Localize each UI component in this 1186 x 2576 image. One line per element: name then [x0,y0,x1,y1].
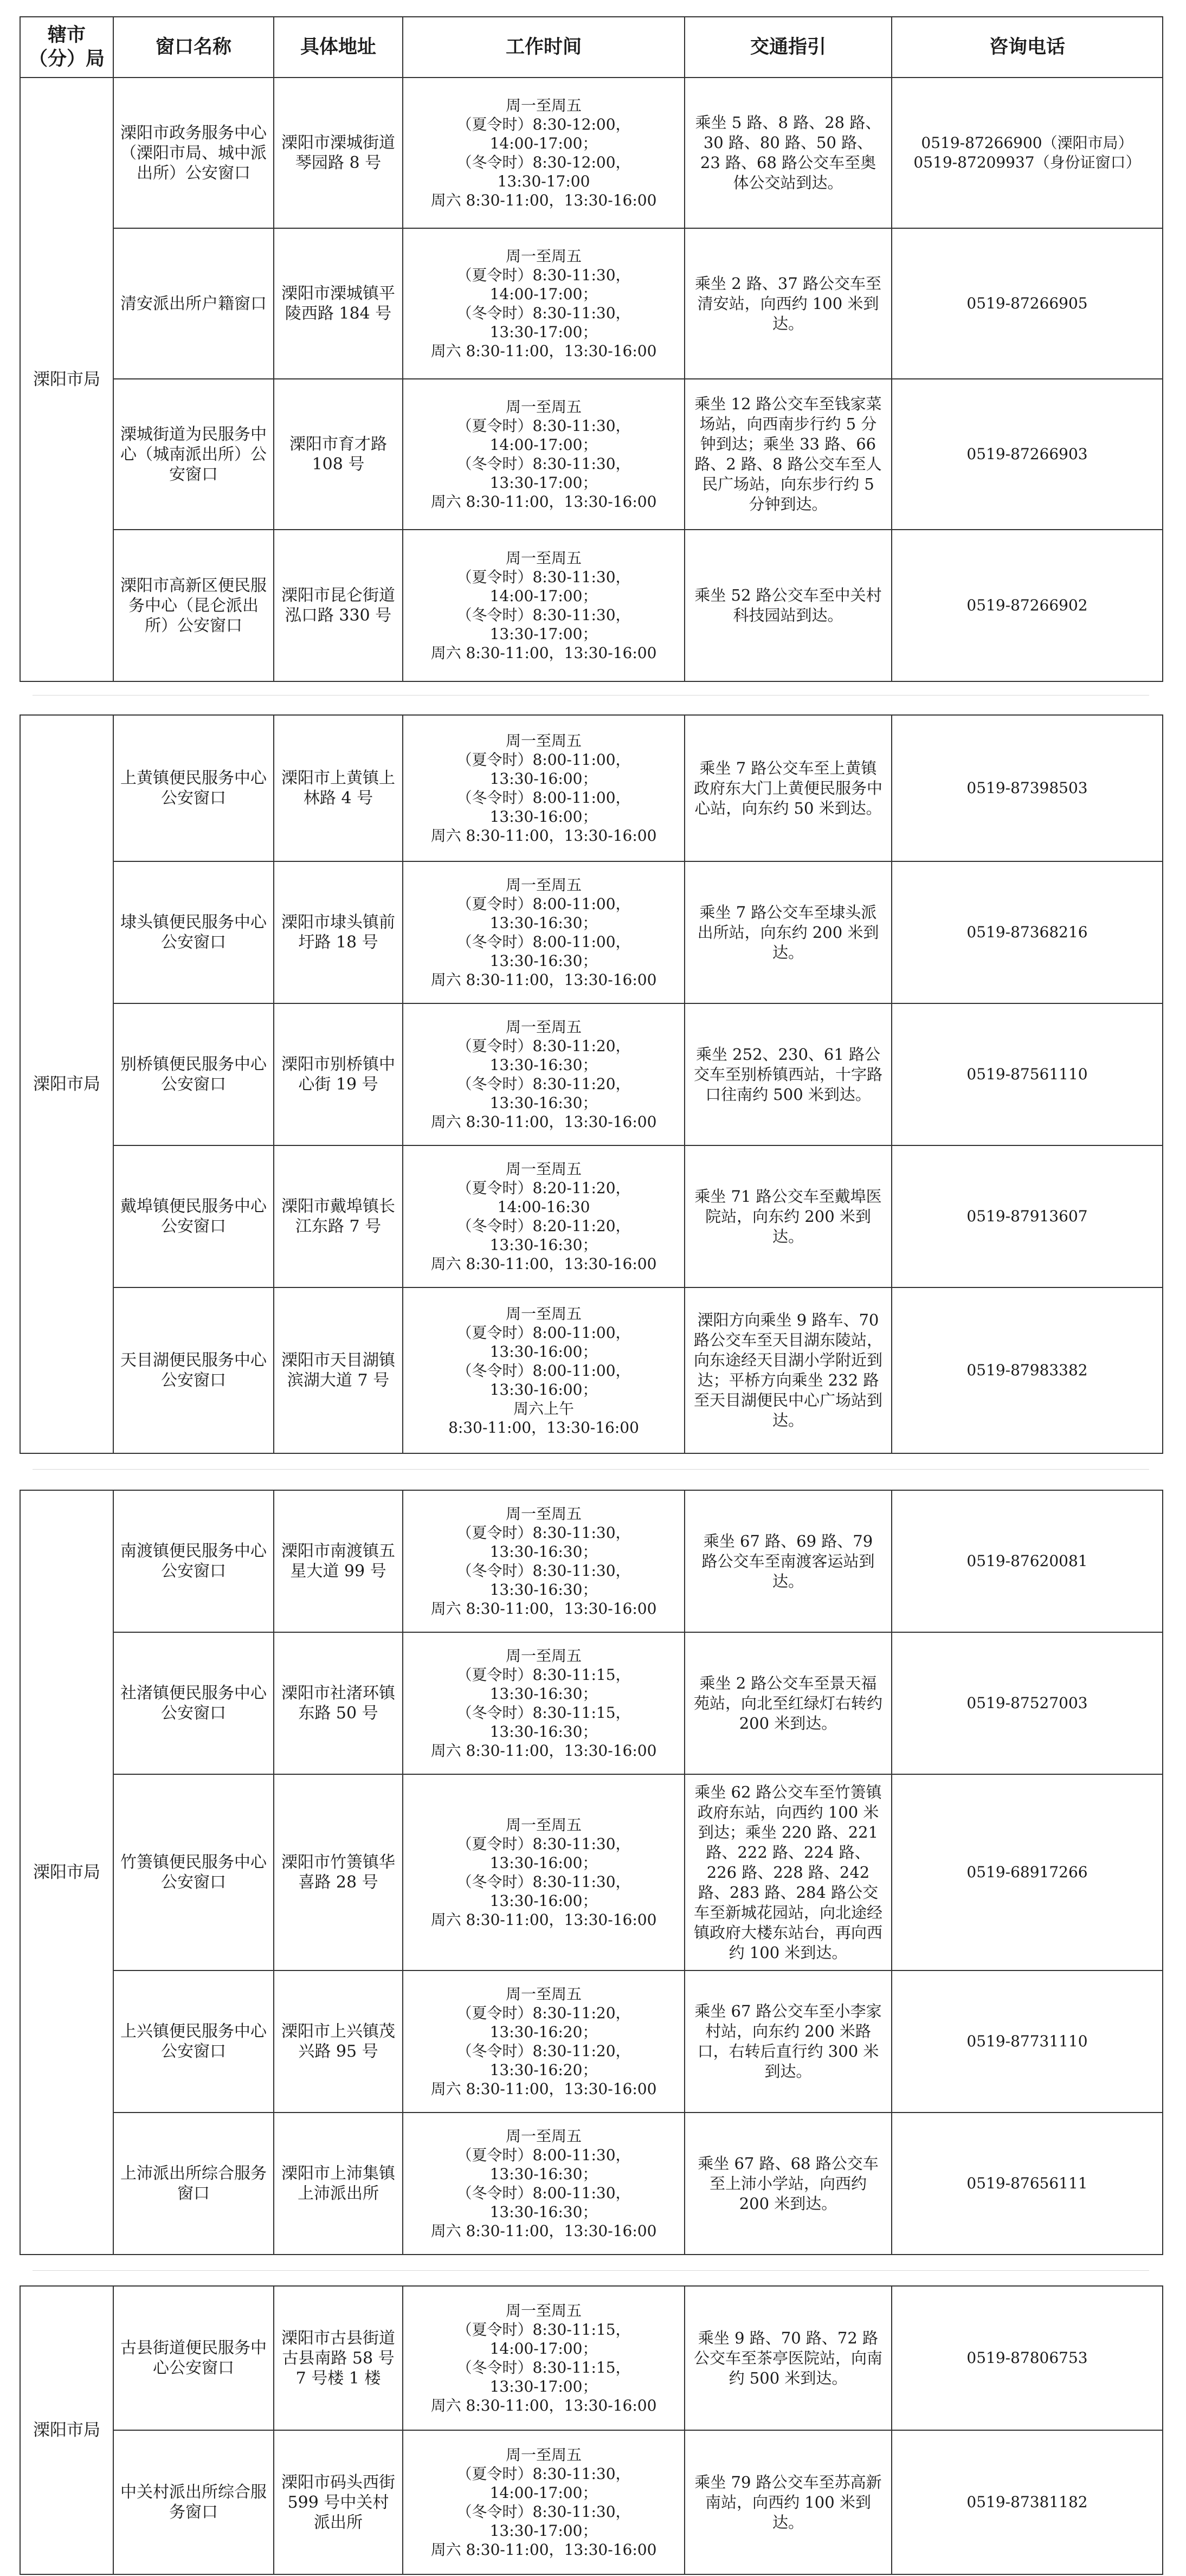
table-row [20,228,1163,379]
transit-cell: 乘坐 67 路公交车至小李家村站，向东约 200 米路口，右转后直行约 300 米到达。 [685,1970,892,2113]
transit-cell: 乘坐 12 路公交车至钱家菜场站，向西南步行约 5 分钟到达；乘坐 33 路、66 路、2 路、8 路公交车至人民广场站，向东步行约 5 分钟到达。 [685,379,892,530]
table-row [20,2113,1163,2255]
phone-cell: 0519-87266900（溧阳市局） 0519-87209937（身份证窗口） [892,78,1163,228]
phone-cell: 0519-87983382 [892,1287,1163,1453]
hours-cell: 周一至周五 （夏令时）8:00-11:00， 13:30-16:00； （冬令时）8:00-11:00， 13:30-16:00； 周六 8:30-11:00，13:30-16:00 [403,715,685,861]
address-cell: 溧阳市溧城镇平陵西路 184 号 [274,228,403,379]
table-row [20,715,1163,861]
district-cell: 溧阳市局 [20,1490,113,2255]
phone-cell: 0519-87266905 [892,228,1163,379]
hours-cell: 周一至周五 （夏令时）8:00-11:00， 13:30-16:30； （冬令时）8:00-11:00， 13:30-16:30； 周六 8:30-11:00，13:30-16:00 [403,861,685,1003]
service-window-table-4 [20,2285,1163,2575]
transit-cell: 乘坐 67 路、69 路、79 路公交车至南渡客运站到达。 [685,1490,892,1632]
transit-cell: 乘坐 62 路公交车至竹箦镇政府东站，向西约 100 米到达；乘坐 220 路、221 路、222 路、224 路、226 路、228 路、242 路、283 路、284 路公交车至新城花园站，向北途经镇政府大楼东站台，再向西约 100 米到达。 [685,1774,892,1970]
phone-cell: 0519-87398503 [892,715,1163,861]
window-name-cell: 清安派出所户籍窗口 [113,228,274,379]
phone-cell: 0519-87561110 [892,1003,1163,1145]
header-transit: 交通指引 [685,17,892,78]
table-row [20,379,1163,530]
window-name-cell: 古县街道便民服务中心公安窗口 [113,2286,274,2430]
phone-cell: 0519-87527003 [892,1632,1163,1774]
page-divider [33,2270,1149,2271]
table-row [20,1003,1163,1145]
table-row [20,530,1163,681]
address-cell: 溧阳市戴埠镇长江东路 7 号 [274,1145,403,1287]
table-segment-3 [20,1490,1162,2254]
transit-cell: 乘坐 79 路公交车至苏高新南站，向西约 100 米到达。 [685,2430,892,2574]
address-cell: 溧阳市别桥镇中心街 19 号 [274,1003,403,1145]
table-row [20,78,1163,228]
table-segment-2 [20,714,1162,1453]
address-cell: 溧阳市社渚环镇东路 50 号 [274,1632,403,1774]
hours-cell: 周一至周五 （夏令时）8:30-11:30， 14:00-17:00； （冬令时）8:30-11:30， 13:30-17:00； 周六 8:30-11:00，13:30-16:00 [403,379,685,530]
window-name-cell: 竹箦镇便民服务中心公安窗口 [113,1774,274,1970]
district-cell: 溧阳市局 [20,78,113,681]
transit-cell: 乘坐 2 路、37 路公交车至清安站，向西约 100 米到达。 [685,228,892,379]
window-name-cell: 埭头镇便民服务中心公安窗口 [113,861,274,1003]
window-name-cell: 上兴镇便民服务中心公安窗口 [113,1970,274,2113]
header-district: 辖市 （分）局 [20,17,113,78]
district-cell: 溧阳市局 [20,2286,113,2574]
hours-cell: 周一至周五 （夏令时）8:30-11:20， 13:30-16:30； （冬令时）8:30-11:20， 13:30-16:30； 周六 8:30-11:00，13:30-16:00 [403,1003,685,1145]
hours-cell: 周一至周五 （夏令时）8:30-11:30， 13:30-16:00； （冬令时）8:30-11:30， 13:30-16:00； 周六 8:30-11:00，13:30-16:00 [403,1774,685,1970]
hours-cell: 周一至周五 （夏令时）8:30-11:30， 14:00-17:00； （冬令时）8:30-11:30， 13:30-17:00； 周六 8:30-11:00，13:30-16:00 [403,2430,685,2574]
address-cell: 溧阳市昆仑街道泓口路 330 号 [274,530,403,681]
window-name-cell: 中关村派出所综合服务窗口 [113,2430,274,2574]
table-row [20,1490,1163,1632]
address-cell: 溧阳市育才路 108 号 [274,379,403,530]
phone-cell: 0519-87381182 [892,2430,1163,2574]
window-name-cell: 南渡镇便民服务中心公安窗口 [113,1490,274,1632]
window-name-cell: 溧阳市政务服务中心（溧阳市局、城中派出所）公安窗口 [113,78,274,228]
transit-cell: 乘坐 2 路公交车至景天福苑站，向北至红绿灯右转约 200 米到达。 [685,1632,892,1774]
address-cell: 溧阳市埭头镇前圩路 18 号 [274,861,403,1003]
transit-cell: 乘坐 71 路公交车至戴埠医院站，向东约 200 米到达。 [685,1145,892,1287]
address-cell: 溧阳市溧城街道琴园路 8 号 [274,78,403,228]
table-row [20,1287,1163,1453]
address-cell: 溧阳市竹箦镇华喜路 28 号 [274,1774,403,1970]
window-name-cell: 溧阳市高新区便民服务中心（昆仑派出所）公安窗口 [113,530,274,681]
transit-cell: 乘坐 9 路、70 路、72 路公交车至茶亭医院站，向南约 500 米到达。 [685,2286,892,2430]
window-name-cell: 戴埠镇便民服务中心公安窗口 [113,1145,274,1287]
hours-cell: 周一至周五 （夏令时）8:30-11:30， 13:30-16:30； （冬令时）8:30-11:30， 13:30-16:30； 周六 8:30-11:00，13:30-16:00 [403,1490,685,1632]
table-row [20,861,1163,1003]
phone-cell: 0519-87266903 [892,379,1163,530]
header-row [20,17,1163,78]
address-cell: 溧阳市上兴镇茂兴路 95 号 [274,1970,403,2113]
table-row [20,1145,1163,1287]
hours-cell: 周一至周五 （夏令时）8:30-11:30， 14:00-17:00； （冬令时）8:30-11:30， 13:30-17:00； 周六 8:30-11:00，13:30-16:00 [403,530,685,681]
table-row [20,2430,1163,2574]
service-window-table-1 [20,16,1163,682]
phone-cell: 0519-87266902 [892,530,1163,681]
hours-cell: 周一至周五 （夏令时）8:30-12:00， 14:00-17:00； （冬令时）8:30-12:00， 13:30-17:00 周六 8:30-11:00，13:30-16:00 [403,78,685,228]
table-row [20,2286,1163,2430]
address-cell: 溧阳市上沛集镇上沛派出所 [274,2113,403,2255]
phone-cell: 0519-87731110 [892,1970,1163,2113]
header-hours: 工作时间 [403,17,685,78]
hours-cell: 周一至周五 （夏令时）8:30-11:30， 14:00-17:00； （冬令时）8:30-11:30， 13:30-17:00； 周六 8:30-11:00，13:30-16:00 [403,228,685,379]
service-window-table-2 [20,714,1163,1454]
table-segment-4 [20,2285,1162,2574]
header-address: 具体地址 [274,17,403,78]
address-cell: 溧阳市南渡镇五星大道 99 号 [274,1490,403,1632]
transit-cell: 乘坐 67 路、68 路公交车至上沛小学站，向西约 200 米到达。 [685,2113,892,2255]
phone-cell: 0519-87656111 [892,2113,1163,2255]
address-cell: 溧阳市码头西街 599 号中关村派出所 [274,2430,403,2574]
phone-cell: 0519-68917266 [892,1774,1163,1970]
window-name-cell: 别桥镇便民服务中心公安窗口 [113,1003,274,1145]
table-row [20,1632,1163,1774]
hours-cell: 周一至周五 （夏令时）8:30-11:15， 13:30-16:30； （冬令时）8:30-11:15， 13:30-16:30； 周六 8:30-11:00，13:30-16:00 [403,1632,685,1774]
hours-cell: 周一至周五 （夏令时）8:30-11:15， 14:00-17:00； （冬令时）8:30-11:15， 13:30-17:00； 周六 8:30-11:00，13:30-16:00 [403,2286,685,2430]
hours-cell: 周一至周五 （夏令时）8:20-11:20， 14:00-16:30 （冬令时）8:20-11:20， 13:30-16:30； 周六 8:30-11:00，13:30-16:00 [403,1145,685,1287]
address-cell: 溧阳市古县街道古县南路 58 号 7 号楼 1 楼 [274,2286,403,2430]
phone-cell: 0519-87806753 [892,2286,1163,2430]
transit-cell: 溧阳方向乘坐 9 路车、70 路公交车至天目湖东陵站，向东途经天目湖小学附近到达；平桥方向乘坐 232 路至天目湖便民中心广场站到达。 [685,1287,892,1453]
phone-cell: 0519-87620081 [892,1490,1163,1632]
page-divider [33,1469,1149,1470]
window-name-cell: 天目湖便民服务中心公安窗口 [113,1287,274,1453]
transit-cell: 乘坐 7 路公交车至上黄镇政府东大门上黄便民服务中心站，向东约 50 米到达。 [685,715,892,861]
table-row [20,1774,1163,1970]
service-window-table-3 [20,1490,1163,2255]
window-name-cell: 社渚镇便民服务中心公安窗口 [113,1632,274,1774]
phone-cell: 0519-87913607 [892,1145,1163,1287]
window-name-cell: 上黄镇便民服务中心公安窗口 [113,715,274,861]
transit-cell: 乘坐 52 路公交车至中关村科技园站到达。 [685,530,892,681]
hours-cell: 周一至周五 （夏令时）8:00-11:00， 13:30-16:00； （冬令时）8:00-11:00， 13:30-16:00； 周六上午 8:30-11:00，13:30-16:00 [403,1287,685,1453]
transit-cell: 乘坐 7 路公交车至埭头派出所站，向东约 200 米到达。 [685,861,892,1003]
hours-cell: 周一至周五 （夏令时）8:30-11:20， 13:30-16:20； （冬令时）8:30-11:20， 13:30-16:20； 周六 8:30-11:00，13:30-16:00 [403,1970,685,2113]
table-row [20,1970,1163,2113]
table-segment-1 [20,16,1162,681]
header-window-name: 窗口名称 [113,17,274,78]
transit-cell: 乘坐 252、230、61 路公交车至别桥镇西站，十字路口往南约 500 米到达。 [685,1003,892,1145]
phone-cell: 0519-87368216 [892,861,1163,1003]
district-cell: 溧阳市局 [20,715,113,1453]
address-cell: 溧阳市上黄镇上林路 4 号 [274,715,403,861]
window-name-cell: 上沛派出所综合服务窗口 [113,2113,274,2255]
header-phone: 咨询电话 [892,17,1163,78]
address-cell: 溧阳市天目湖镇滨湖大道 7 号 [274,1287,403,1453]
hours-cell: 周一至周五 （夏令时）8:00-11:30， 13:30-16:30； （冬令时）8:00-11:30， 13:30-16:30； 周六 8:30-11:00，13:30-16:00 [403,2113,685,2255]
transit-cell: 乘坐 5 路、8 路、28 路、30 路、80 路、50 路、23 路、68 路公交车至奥体公交站到达。 [685,78,892,228]
window-name-cell: 溧城街道为民服务中心（城南派出所）公安窗口 [113,379,274,530]
